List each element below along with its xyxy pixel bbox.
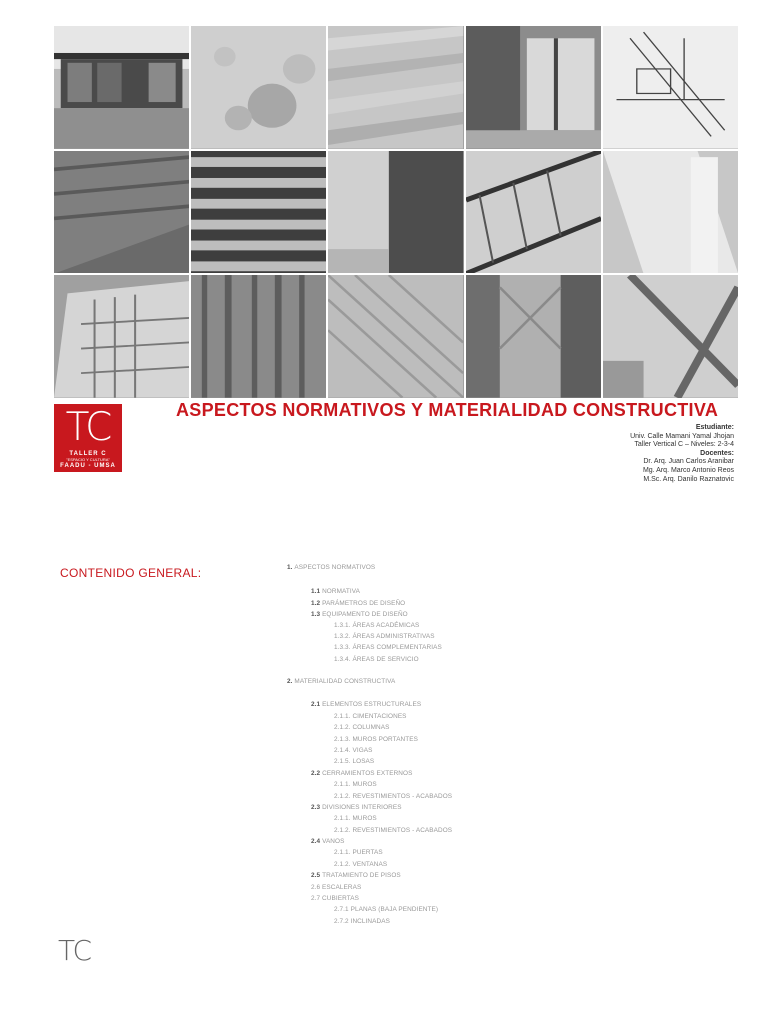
toc-item-label: PARÁMETROS DE DISEÑO (322, 600, 406, 607)
student-heading: Estudiante: (695, 424, 734, 431)
photo-perforated-panel (191, 26, 326, 149)
photo-timber-boards (328, 26, 463, 149)
teachers-heading: Docentes: (700, 449, 734, 457)
photo-steel-truss (466, 151, 601, 274)
toc-item (334, 758, 374, 765)
toc-item (334, 918, 390, 925)
toc-item (311, 804, 402, 811)
teacher-name: Mg. Arq. Marco Antonio Reos (642, 466, 734, 474)
photo-vertical-wood-slats (191, 275, 326, 398)
toc-item-label: MATERIALIDAD CONSTRUCTIVA (294, 678, 396, 685)
toc-item-label: 2.1.5. LOSAS (334, 758, 375, 765)
logo-line-1: TALLER C (69, 451, 107, 457)
photo-wavy-cladding (191, 151, 326, 274)
toc-item (311, 770, 412, 777)
photo-wooden-pavilion (54, 26, 189, 149)
toc-item-number: 2.2 (311, 770, 323, 777)
toc-item-label: ELEMENTOS ESTRUCTURALES (322, 701, 422, 708)
toc-item (334, 815, 377, 822)
toc-item-label: 2.1.2. VENTANAS (334, 861, 388, 868)
toc-item-label: DIVISIONES INTERIORES (322, 804, 402, 811)
toc-item-label: TRATAMIENTO DE PISOS (322, 872, 401, 879)
student-name: Univ. Calle Mamani Yamal Jhojan (630, 432, 734, 440)
toc-item-label: 2.1.4. VIGAS (334, 747, 373, 754)
toc-item-label: 2.1.1. MUROS (334, 815, 377, 822)
toc-item-label: 1.3.3. ÁREAS COMPLEMENTARIAS (334, 644, 442, 651)
photo-diagonal-planks (328, 275, 463, 398)
toc-item-label: 2.7 CUBIERTAS (311, 895, 359, 902)
toc-item (311, 600, 405, 607)
toc-item-label: NORMATIVA (322, 588, 361, 595)
photo-concrete-wall (328, 151, 463, 274)
toc-item-label: CERRAMIENTOS EXTERNOS (322, 770, 413, 777)
toc-item (287, 678, 395, 685)
toc-item (334, 622, 419, 629)
toc-item-label: EQUIPAMENTO DE DISEÑO (322, 611, 408, 618)
toc-item (334, 793, 452, 800)
toc-item-number: 2.5 (311, 872, 323, 879)
toc-item-label: 2.6 ESCALERAS (311, 884, 362, 891)
toc-item-number: 2. (287, 678, 295, 685)
toc-item-label: 2.7.2 INCLINADAS (334, 918, 390, 925)
material-photo-grid (54, 26, 738, 398)
footer-mark: TC (58, 934, 92, 967)
photo-wood-decking (54, 151, 189, 274)
photo-glass-facade (466, 26, 601, 149)
toc-item (334, 861, 387, 868)
toc-item (334, 747, 373, 754)
workshop-info: Taller Vertical C – Niveles: 2-3-4 (634, 441, 734, 449)
toc-item (311, 611, 408, 618)
toc-item-label: 1.3.4. ÁREAS DE SERVICIO (334, 656, 419, 663)
toc-item-label: VANOS (322, 838, 345, 845)
teacher-name: Dr. Arq. Juan Carlos Aranibar (643, 458, 734, 466)
toc-item (334, 633, 435, 640)
toc-item (334, 713, 407, 720)
toc-item-label: 2.7.1 PLANAS (BAJA PENDIENTE) (334, 906, 439, 913)
toc-item-number: 1.2 (311, 600, 323, 607)
toc-item-number: 2.4 (311, 838, 323, 845)
toc-item-label: 2.1.2. COLUMNAS (334, 724, 390, 731)
toc-item (311, 701, 421, 708)
toc-item (334, 656, 419, 663)
toc-item-label: 2.1.1. PUERTAS (334, 849, 383, 856)
photo-roll-membrane (603, 151, 738, 274)
toc-item-number: 2.1 (311, 701, 323, 708)
toc-item-label: 2.1.1. CIMENTACIONES (334, 713, 407, 720)
photo-metal-mesh (54, 275, 189, 398)
credits-block (630, 424, 734, 484)
teacher-name: M.Sc. Arq. Danilo Raznatovic (643, 475, 734, 483)
toc-item-label: 2.1.3. MUROS PORTANTES (334, 736, 418, 743)
toc-item-label: 2.1.1. MUROS (334, 781, 377, 788)
toc-item-label: 2.1.2. REVESTIMIENTOS - ACABADOS (334, 827, 453, 834)
toc-item-number: 1.3 (311, 611, 323, 618)
toc-item (334, 644, 442, 651)
toc-item (311, 588, 360, 595)
toc-item (334, 906, 438, 913)
toc-item (334, 781, 377, 788)
toc-item (334, 849, 383, 856)
toc-item-number: 2.3 (311, 804, 323, 811)
logo-mark: TC (65, 405, 111, 450)
toc-item (334, 724, 389, 731)
toc-item (334, 827, 452, 834)
logo-line-3: FAADU - UMSA (60, 463, 116, 469)
toc-item-label: 2.1.2. REVESTIMIENTOS - ACABADOS (334, 793, 453, 800)
logo-line-2: "ESPACIO Y CULTURA" (66, 457, 110, 462)
toc-item-number: 1.1 (311, 588, 323, 595)
toc-item (311, 895, 359, 902)
toc-item-label: ASPECTOS NORMATIVOS (294, 564, 376, 571)
taller-c-logo (54, 404, 122, 472)
toc-item (311, 838, 344, 845)
toc-item-number: 1. (287, 564, 295, 571)
toc-item-label: 1.3.2. ÁREAS ADMINISTRATIVAS (334, 633, 435, 640)
document-title: ASPECTOS NORMATIVOS Y MATERIALIDAD CONSTRUCTIVA (176, 400, 719, 420)
toc-heading: CONTENIDO GENERAL: (60, 566, 202, 580)
toc-item (311, 884, 361, 891)
toc-item (311, 872, 401, 879)
toc-item (287, 564, 375, 571)
toc-item-label: 1.3.1. ÁREAS ACADÉMICAS (334, 622, 420, 629)
photo-steel-column (466, 275, 601, 398)
toc-item (334, 736, 418, 743)
photo-steel-bracing (603, 275, 738, 398)
photo-steel-stair-drawing (603, 26, 738, 149)
